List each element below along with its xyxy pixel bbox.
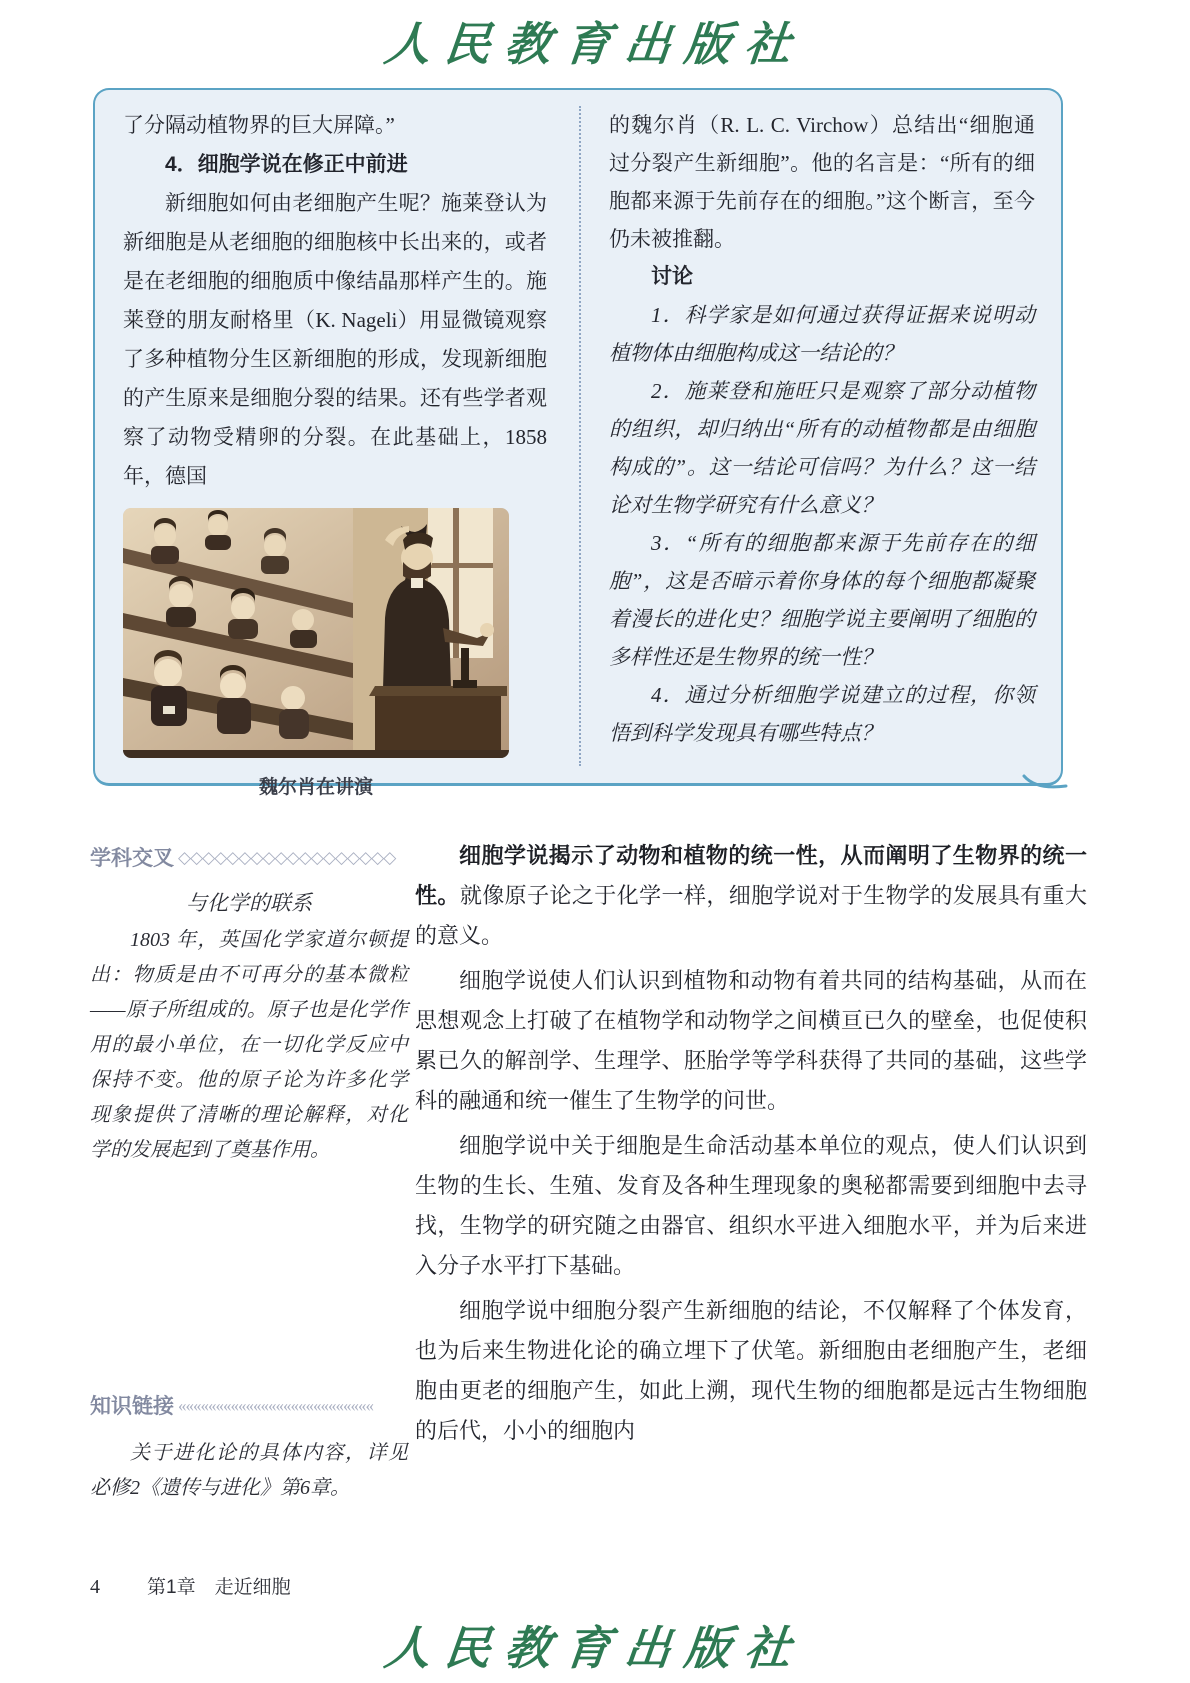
knowledge-link-header: 知识链接 [90,1395,174,1418]
discussion-question-2: 2．施莱登和施旺只是观察了部分动植物的组织，却归纳出“所有的动植物都是由细胞构成的”。这一结论可信吗？为什么？这一结论对生物学研究有什么意义？ [609,379,1035,517]
page-curl-decoration [1022,764,1068,794]
knowledge-link-section [90,1390,408,1506]
main-paragraph-1-rest: 就像原子论之于化学一样，细胞学说对于生物学的发展具有重大的意义。 [415,883,1087,948]
virchow-photo-illustration [123,508,509,758]
discussion-question-4: 4．通过分析细胞学说建立的过程，你领悟到科学发现具有哪些特点？ [609,683,1035,745]
virchow-lecture-photo [123,508,509,758]
box-left-column [123,106,547,798]
publisher-logo-top: 人民教育出版社 [381,19,808,70]
main-text-column [415,836,1087,1456]
page-footer [90,1572,291,1599]
main-paragraph-1 [415,836,1087,956]
left-paragraph: 新细胞如何由老细胞产生呢？施莱登认为新细胞是从老细胞的细胞核中长出来的，或者是在老细胞的细胞质中像结晶那样产生的。施莱登的朋友耐格里（K. Nageli）用显微镜观察了多种植物分生区新细胞的形成，发现新细胞的产生原来是细胞分裂的结果。还有些学者观察了动物受精卵的分裂。在此基础上，1858 年，德国 [123,191,547,488]
right-paragraph: 的魏尔肖（R. L. C. Virchow）总结出“细胞通过分裂产生新细胞”。他的名言是：“所有的细胞都来源于先前存在的细胞。”这个断言，至今仍未被推翻。 [609,113,1035,251]
discussion-question-1: 1．科学家是如何通过获得证据来说明动植物体由细胞构成这一结论的？ [609,303,1035,365]
continuation-line: 了分隔动植物界的巨大屏障。” [123,113,395,137]
discussion-heading: 讨论 [651,265,693,288]
main-paragraph-2: 细胞学说使人们认识到植物和动物有着共同的结构基础，从而在思想观念上打破了在植物学和动物学之间横亘已久的壁垒，也促使积累已久的解剖学、生理学、胚胎学等学科获得了共同的基础，这些学科的融通和统一催生了生物学的问世。 [415,968,1087,1113]
main-paragraph-4: 细胞学说中细胞分裂产生新细胞的结论，不仅解释了个体发育，也为后来生物进化论的确立埋下了伏笔。新细胞由老细胞产生，老细胞由更老的细胞产生，如此上溯，现代生物的细胞都是远古生物细胞的后代，小小的细胞内 [415,1298,1087,1443]
chevron-chain-decoration: «««««««««««««««««««««««««« [178,1396,373,1415]
publisher-logo-bottom: 人民教育出版社 [381,1623,808,1674]
cross-discipline-body: 1803 年，英国化学家道尔顿提出：物质是由不可再分的基本微粒——原子所组成的。原子也是化学作用的最小单位，在一切化学反应中保持不变。他的原子论为许多化学现象提供了清晰的理论解释，对化学的发展起到了奠基作用。 [90,929,408,1161]
page-number: 4 [90,1576,100,1598]
cross-discipline-section [90,842,408,1168]
column-divider [579,106,581,766]
section-heading: 4．细胞学说在修正中前进 [165,153,408,176]
discussion-box [93,88,1063,798]
diamond-chain-decoration: ◇◇◇◇◇◇◇◇◇◇◇◇◇◇◇◇◇◇ [178,848,396,867]
box-right-column [609,106,1035,783]
discussion-question-3: 3．“所有的细胞都来源于先前存在的细胞”，这是否暗示着你身体的每个细胞都凝聚着漫长的进化史？细胞学说主要阐明了细胞的多样性还是生物界的统一性？ [609,531,1035,669]
cross-discipline-title: 与化学的联系 [186,891,312,915]
main-paragraph-1-bold: 细胞学说揭示了动物和植物的统一性，从而阐明了生物界的统一性。 [415,843,1087,908]
main-paragraph-3: 细胞学说中关于细胞是生命活动基本单位的观点，使人们认识到生物的生长、生殖、发育及各种生理现象的奥秘都需要到细胞中去寻找，生物学的研究随之由器官、组织水平进入细胞水平，并为后来进入分子水平打下基础。 [415,1133,1087,1278]
photo-caption: 魏尔肖在讲演 [258,777,373,798]
knowledge-link-body: 关于进化论的具体内容，详见必修2《遗传与进化》第6章。 [90,1442,408,1499]
chapter-label: 第1章 走近细胞 [147,1577,291,1598]
cross-discipline-header: 学科交叉 [90,847,174,870]
